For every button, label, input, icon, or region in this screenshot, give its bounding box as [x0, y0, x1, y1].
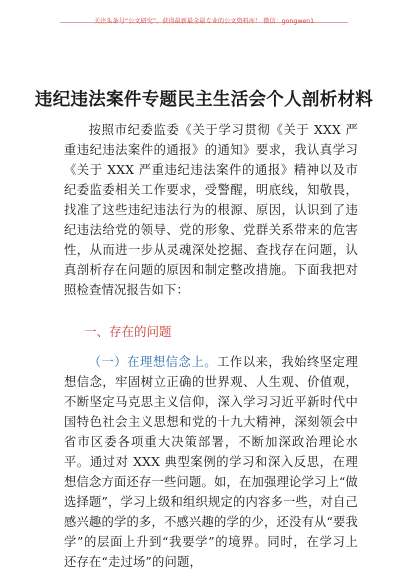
subsection-text: 工作以来，我始终坚定理想信念，牢固树立正确的世界观、人生观、价值观，不断坚定马克思主义信仰，深入学习习近平新时代中国特色社会主义思想和党的十九大精神，深刻领会中省市区委各项重大决策部署，不断加深政治理论水平。通过对 XXX 典型案例的学习和深入反思，在理想信念方面还存一些问题。如，在加强理论学习上“做选择题”，学习上级和组织规定的内容多一些，对自己感兴趣的学的多，不感兴趣的学的少，还没有从“要我学”的层面上升到“我要学”的境界。同时，在学习上还存在“走过场”的问题，: [64, 355, 358, 569]
document-title: 违纪违法案件专题民主生活会个人剖析材料: [34, 90, 374, 110]
section-heading-problems: 一、存在的问题: [84, 324, 172, 339]
promo-banner: [60, 8, 348, 23]
subsection-block: [64, 352, 358, 572]
subsection-paragraph: [64, 352, 358, 572]
subsection-label: （一）在理想信念上。: [88, 355, 218, 369]
intro-block: [64, 120, 358, 300]
intro-paragraph: 按照市纪委监委《关于学习贯彻《关于 XXX 严重违纪违法案件的通报》的通知》要求，我认真学习《关于 XXX 严重违纪违法案件的通报》精神以及市纪委监委相关工作要求，受警醒，明底线，知敬畏，找准了这些违纪违法行为的根源、原因，认识到了违纪违法给党的领导、党的形象、党群关系带来的危害性，从而进一步从灵魂深处挖掘、查找存在问题，认真剖析存在问题的原因和制定整改措施。下面我把对照检查情况报告如下：: [64, 123, 358, 297]
promo-banner-text: 关注头条号“公文研究”，获得最新最全最专业的公文资料库！ 微信：gongwen1: [93, 18, 315, 25]
